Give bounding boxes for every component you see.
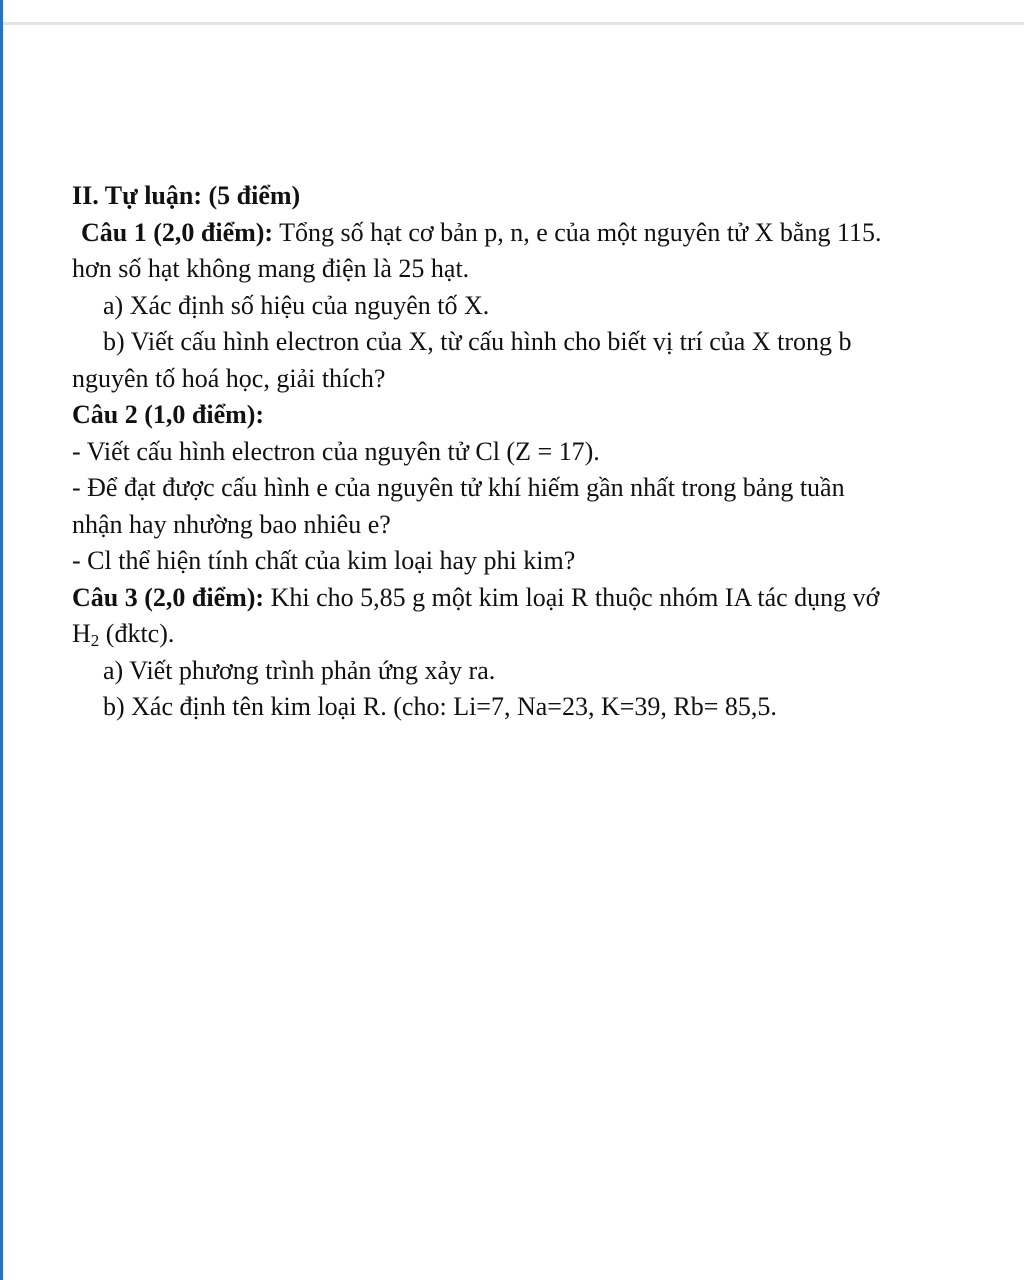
q3-h-symbol: H	[72, 619, 91, 648]
section-title: II. Tự luận: (5 điểm)	[72, 181, 301, 210]
q3-text-line2-rest: (đktc).	[99, 619, 175, 648]
q2-item2-text2: nhận hay nhường bao nhiêu e?	[72, 509, 391, 539]
q3-h-subscript: 2	[90, 631, 100, 650]
q3-text-line1: Khi cho 5,85 g một kim loại R thuộc nhóm IA tác dụng vớ	[264, 582, 880, 612]
q1-line2	[72, 251, 1024, 288]
q1-part-b-text2: nguyên tố hoá học, giải thích?	[72, 363, 386, 393]
q1-part-b-line2	[72, 361, 1024, 398]
q3-part-b: b) Xác định tên kim loại R. (cho: Li=7, Na=23, K=39, Rb= 85,5.	[103, 692, 777, 721]
q1-part-b-line1	[72, 324, 1024, 361]
q2-item3: - Cl thể hiện tính chất của kim loại hay phi kim?	[72, 546, 576, 575]
q2-item1-line	[72, 434, 1024, 471]
q1-text-line2: hơn số hạt không mang điện là 25 hạt.	[72, 254, 470, 283]
q2-heading: Câu 2 (1,0 điểm):	[72, 400, 265, 429]
q2-heading-line	[72, 397, 1024, 434]
q2-item2-line1	[72, 470, 1024, 507]
left-edge-rule	[0, 0, 3, 1280]
q3-part-b-line	[72, 689, 1024, 726]
q1-part-b-text1: b) Viết cấu hình electron của X, từ cấu hình cho biết vị trí của X trong b	[103, 327, 852, 356]
q2-item2-text1: - Để đạt được cấu hình e của nguyên tử khí hiếm gần nhất trong bảng tuần	[72, 473, 845, 502]
q3-part-a: a) Viết phương trình phản ứng xảy ra.	[103, 655, 496, 685]
document-page[interactable]	[4, 25, 1024, 1280]
q3-line1	[72, 580, 1024, 617]
q3-heading: Câu 3 (2,0 điểm):	[72, 582, 265, 612]
q2-item1: - Viết cấu hình electron của nguyên tử Cl (Z = 17).	[72, 436, 600, 466]
q3-part-a-line	[72, 653, 1024, 690]
q2-item3-line	[72, 543, 1024, 580]
section-title-line	[72, 178, 1024, 215]
document-content	[72, 178, 1024, 726]
q2-item2-line2	[72, 507, 1024, 544]
q1-line1	[72, 215, 1024, 252]
top-toolbar-strip	[0, 0, 1024, 25]
q1-part-a-line	[72, 288, 1024, 325]
q1-heading: Câu 1 (2,0 điểm):	[81, 217, 274, 247]
q1-text-line1: Tổng số hạt cơ bản p, n, e của một nguyên tử X bằng 115.	[273, 217, 882, 247]
q3-line2	[72, 616, 1024, 653]
q1-part-a: a) Xác định số hiệu của nguyên tố X.	[103, 290, 490, 320]
